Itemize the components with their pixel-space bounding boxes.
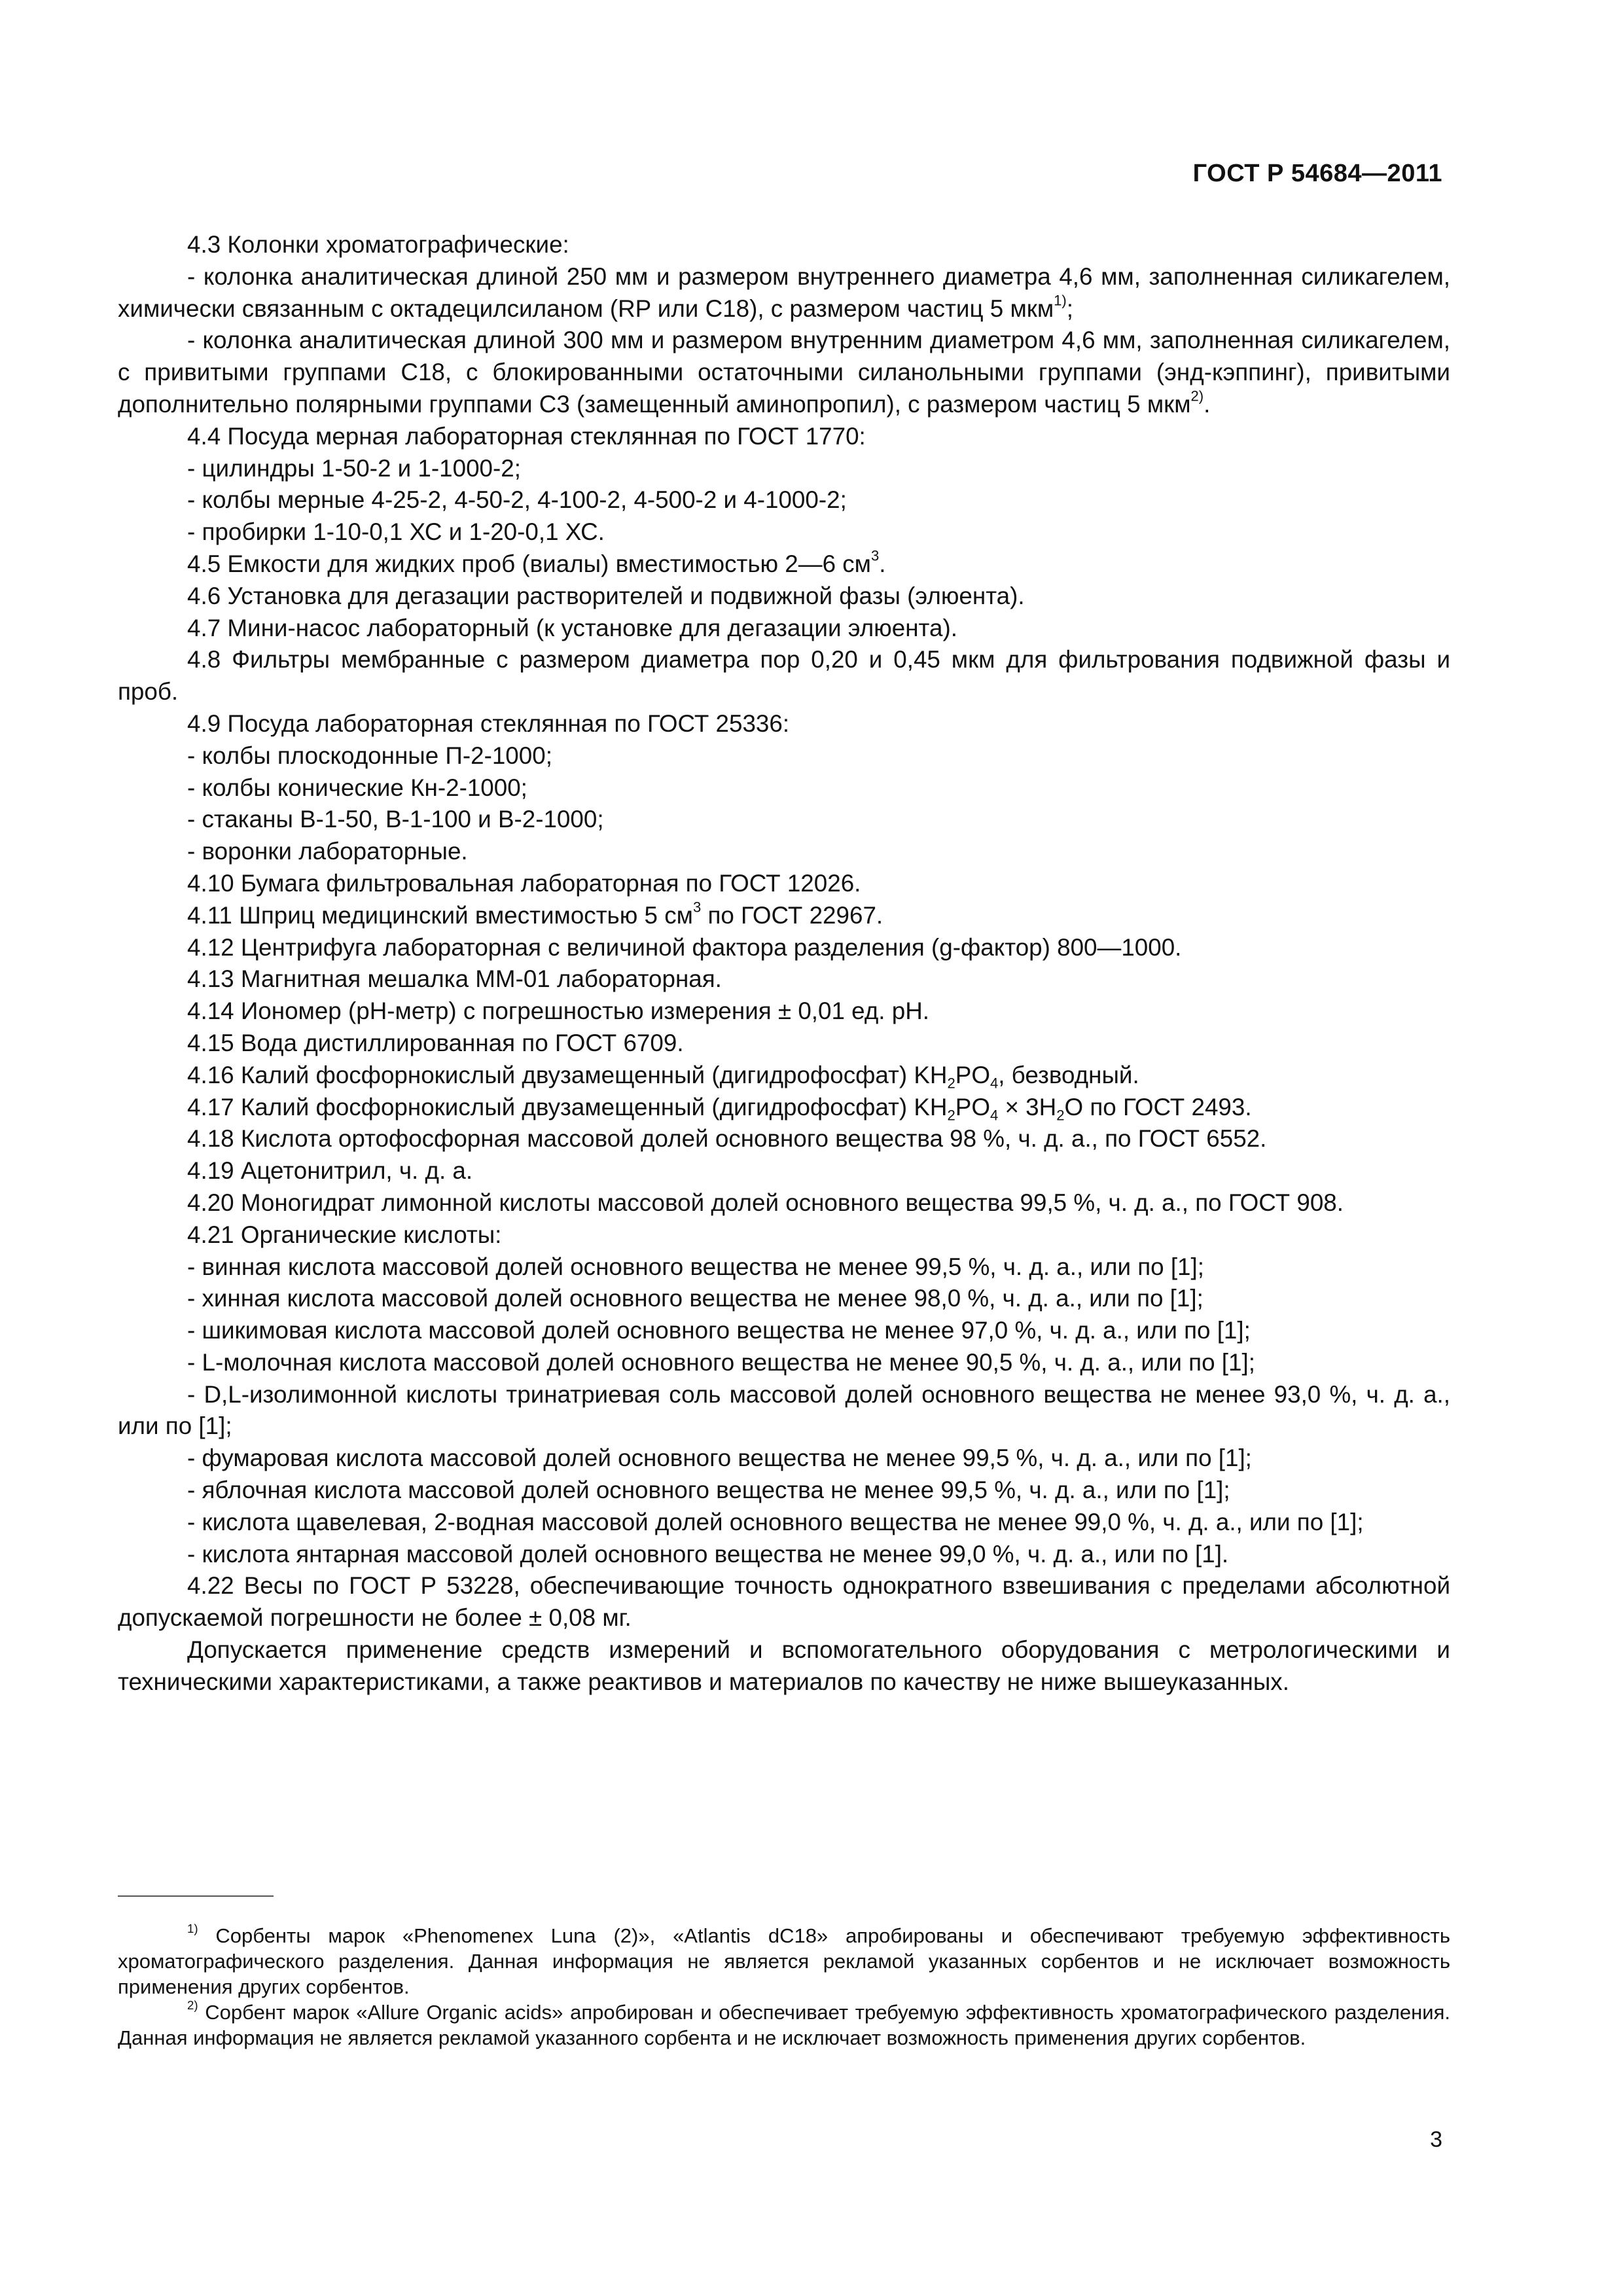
section-4-19: 4.19 Ацетонитрил, ч. д. а. bbox=[187, 1157, 473, 1185]
section-4-5: 4.5 Емкости для жидких проб (виалы) вместимостью 2—6 $см^3$. bbox=[187, 547, 886, 577]
page-number: 3 bbox=[1430, 2127, 1442, 2152]
section-4-18: 4.18 Кислота ортофосфорная массовой долей основного вещества 98 %, ч. д. а., по ГОСТ 6552. bbox=[187, 1125, 1267, 1153]
footnote-ref-1[interactable]: 1) bbox=[1054, 291, 1067, 308]
section-4-6: 4.6 Установка для дегазации растворителей и подвижной фазы (элюента). bbox=[187, 582, 1025, 609]
section-4-21: 4.21 Органические кислоты: bbox=[187, 1221, 502, 1248]
section-4-20: 4.20 Моногидрат лимонной кислоты массовой долей основного вещества 99,5 %, ч. д. а., по ГОСТ 908. bbox=[187, 1189, 1344, 1216]
section-4-21-item-h: - кислота щавелевая, 2-водная массовой долей основного вещества не менее 99,0 %, ч. д. а., или по [1]; bbox=[187, 1508, 1364, 1535]
section-4-21-item-b: - хинная кислота массовой долей основного вещества не менее 98,0 %, ч. д. а., или по [1]; bbox=[187, 1285, 1204, 1312]
section-4-15: 4.15 Вода дистиллированная по ГОСТ 6709. bbox=[187, 1029, 684, 1056]
section-4-13: 4.13 Магнитная мешалка ММ-01 лабораторная. bbox=[187, 965, 722, 993]
section-4-8: 4.8 Фильтры мембранные с размером диаметра пор 0,20 и 0,45 мкм для фильтрования подвижной фазы и проб. bbox=[118, 646, 1450, 706]
section-4-11: 4.11 Шприц медицинский вместимостью 5 $см^3$ по ГОСТ 22967. bbox=[187, 899, 883, 929]
section-4-9: 4.9 Посуда лабораторная стеклянная по ГОСТ 25336: bbox=[187, 709, 790, 737]
section-4-4-item-c: - пробирки 1-10-0,1 ХС и 1-20-0,1 ХС. bbox=[187, 518, 605, 546]
section-4-12: 4.12 Центрифуга лабораторная с величиной фактора разделения (g-фактор) 800—1000. bbox=[187, 933, 1182, 961]
section-4-3-item-a: - колонка аналитическая длиной 250 мм и размером внутреннего диаметра 4,6 мм, заполненная силикагелем, химически связанным с октадецилсиланом (RP или C18), с размером частиц 5 мкм$^{1)}$; bbox=[118, 262, 1450, 322]
footnotes bbox=[118, 1923, 1450, 2051]
section-4-10: 4.10 Бумага фильтровальная лабораторная по ГОСТ 12026. bbox=[187, 869, 861, 897]
section-4-9-item-c: - стаканы В-1-50, В-1-100 и В-2-1000; bbox=[187, 806, 604, 833]
section-4-3-title: 4.3 Колонки хроматографические: bbox=[187, 231, 569, 258]
section-4-21-item-f: - фумаровая кислота массовой долей основного вещества не менее 99,5 %, ч. д. а., или по [1]; bbox=[187, 1444, 1252, 1472]
closing-note: Допускается применение средств измерений и вспомогательного оборудования с метрологическими и техническими характеристиками, а также реактивов и материалов по качеству не ниже вышеуказанных. bbox=[118, 1636, 1450, 1695]
section-4-9-item-d: - воронки лабораторные. bbox=[187, 838, 468, 865]
section-4-21-item-e: - D,L-изолимонной кислоты тринатриевая соль массовой долей основного вещества не менее 93,0 %, ч. д. а., или по [1]; bbox=[118, 1380, 1450, 1440]
section-4-21-item-g: - яблочная кислота массовой долей основного вещества не менее 99,5 %, ч. д. а., или по [1]; bbox=[187, 1477, 1230, 1504]
footnote-2-mark: 2) bbox=[187, 1998, 198, 2013]
section-4-21-item-d: - L-молочная кислота массовой долей основного вещества не менее 90,5 %, ч. д. а., или по [1]; bbox=[187, 1348, 1255, 1376]
section-4-4-item-a: - цилиндры 1-50-2 и 1-1000-2; bbox=[187, 454, 521, 482]
section-4-22: 4.22 Весы по ГОСТ Р 53228, обеспечивающие точность однократного взвешивания с пределами абсолютной допускаемой погрешности не более ± 0,08 мг. bbox=[118, 1572, 1450, 1632]
section-4-21-item-c: - шикимовая кислота массовой долей основного вещества не менее 97,0 %, ч. д. а., или по [1]; bbox=[187, 1317, 1251, 1344]
section-4-16: 4.16 Калий фосфорнокислый двузамещенный (дигидрофосфат) $KH_2PO_4$, безводный. bbox=[187, 1061, 1139, 1092]
footnote-separator bbox=[118, 1895, 274, 1897]
document-body bbox=[118, 229, 1450, 1698]
section-4-9-item-a: - колбы плоскодонные П-2-1000; bbox=[187, 742, 552, 769]
section-4-7: 4.7 Мини-насос лабораторный (к установке для дегазации элюента). bbox=[187, 614, 957, 641]
footnote-2: $^{2)}$ Сорбент марок «Allure Organic acids» апробирован и обеспечивает требуемую эффективность хроматографического разделения. Данная информация не является рекламой указанного сорбента и не исключает возможность применения других сорбентов. bbox=[118, 1998, 1450, 2049]
section-4-21-item-i: - кислота янтарная массовой долей основного вещества не менее 99,0 %, ч. д. а., или по [1]. bbox=[187, 1540, 1229, 1568]
section-4-14: 4.14 Иономер (рН-метр) с погрешностью измерения ± 0,01 ед. рН. bbox=[187, 997, 930, 1025]
footnote-1: $^{1)}$ Сорбенты марок «Phenomenex Luna (2)», «Atlantis dC18» апробированы и обеспечивают требуемую эффективность хроматографического разделения. Данная информация не является рекламой указанных сорбентов и не исключает возможность применения других сорбентов. bbox=[118, 1922, 1450, 1998]
section-4-4-item-b: - колбы мерные 4-25-2, 4-50-2, 4-100-2, 4-500-2 и 4-1000-2; bbox=[187, 486, 847, 514]
section-4-17: 4.17 Калий фосфорнокислый двузамещенный (дигидрофосфат) $KH_2PO_4 \times 3H_2O$ по ГОСТ 2493. bbox=[187, 1093, 1252, 1124]
section-4-21-item-a: - винная кислота массовой долей основного вещества не менее 99,5 %, ч. д. а., или по [1]; bbox=[187, 1253, 1204, 1280]
section-4-3-item-b: - колонка аналитическая длиной 300 мм и размером внутренним диаметром 4,6 мм, заполненная силикагелем, с привитыми группами C18, с блокированными остаточными силанольными группами (энд-кэппинг), привитыми дополнительно полярными группами С3 (замещенный аминопропил), с размером частиц 5 мкм$^{2)}$. bbox=[118, 327, 1450, 418]
document-code-header: ГОСТ Р 54684—2011 bbox=[1192, 160, 1442, 187]
footnote-1-mark: 1) bbox=[187, 1922, 198, 1936]
section-4-4: 4.4 Посуда мерная лабораторная стеклянная по ГОСТ 1770: bbox=[187, 422, 866, 450]
section-4-9-item-b: - колбы конические Кн-2-1000; bbox=[187, 774, 527, 801]
footnote-ref-2[interactable]: 2) bbox=[1190, 387, 1204, 404]
